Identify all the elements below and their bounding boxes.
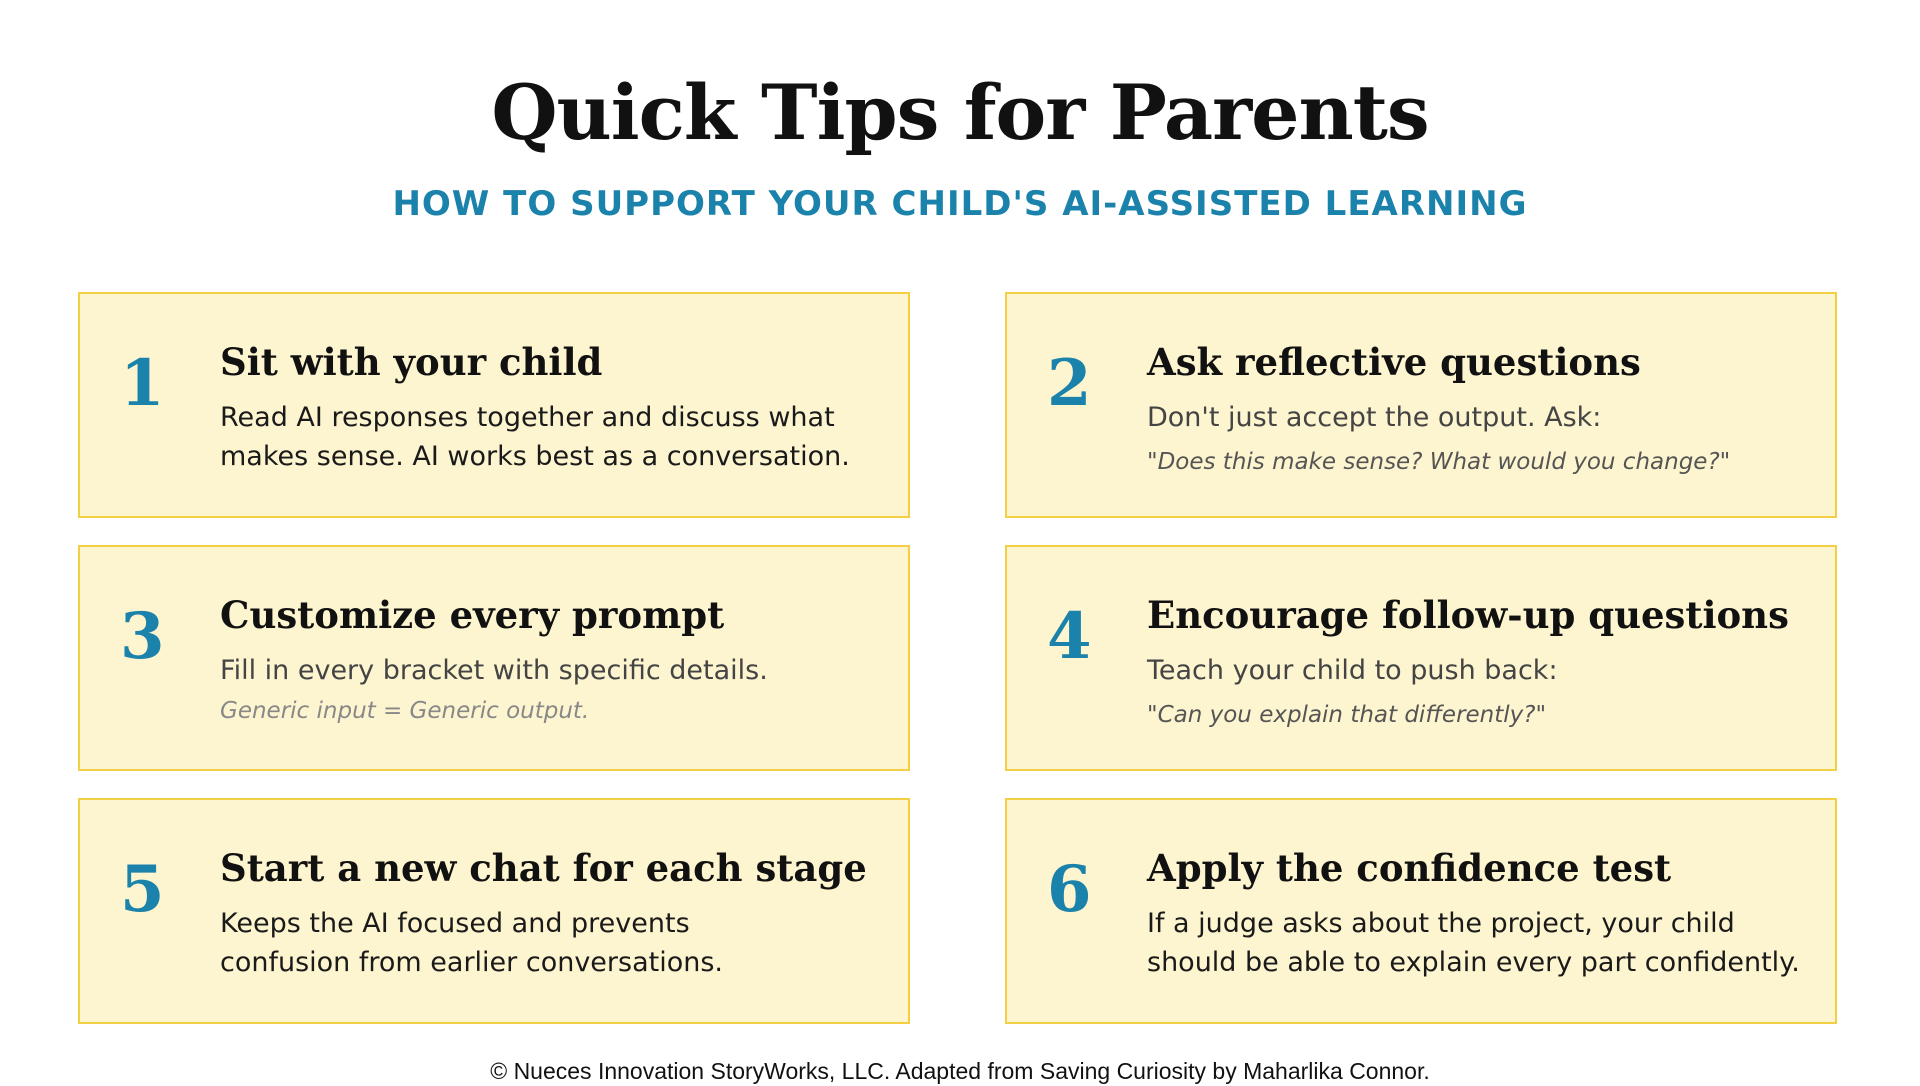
- tip-body: Don't just accept the output. Ask:: [1147, 402, 1602, 433]
- tip-number: 6: [1047, 852, 1092, 927]
- tip-title: Sit with your child: [220, 340, 603, 384]
- tip-number: 1: [120, 346, 165, 421]
- tip-title: Encourage follow-up questions: [1147, 593, 1789, 637]
- tip-body: If a judge asks about the project, your child should be able to explain every part confidently.: [1147, 908, 1800, 978]
- page-title: Quick Tips for Parents: [491, 68, 1429, 157]
- tip-body: Keeps the AI focused and prevents confusion from earlier conversations.: [220, 908, 723, 978]
- tip-body: Teach your child to push back:: [1147, 655, 1558, 686]
- tip-example-quote: "Can you explain that differently?": [1147, 702, 1547, 728]
- tip-card-6: [1005, 798, 1837, 1024]
- tip-card-4: [1005, 545, 1837, 771]
- tip-card-2: [1005, 292, 1837, 518]
- tip-card-3: [78, 545, 910, 771]
- tip-body: Fill in every bracket with specific details.: [220, 655, 768, 686]
- tip-number: 4: [1047, 599, 1092, 674]
- tip-title: Start a new chat for each stage: [220, 846, 867, 890]
- tip-number: 2: [1047, 346, 1092, 421]
- tip-card-5: [78, 798, 910, 1024]
- tip-number: 3: [120, 599, 165, 674]
- copyright-footer: © Nueces Innovation StoryWorks, LLC. Adapted from Saving Curiosity by Maharlika Connor.: [490, 1058, 1430, 1084]
- tip-example-quote: Generic input = Generic output.: [220, 698, 590, 724]
- tip-number: 5: [120, 852, 165, 927]
- tip-example-quote: "Does this make sense? What would you change?": [1147, 449, 1731, 475]
- page-subtitle: HOW TO SUPPORT YOUR CHILD'S AI-ASSISTED LEARNING: [392, 184, 1528, 224]
- tip-body: Read AI responses together and discuss what makes sense. AI works best as a conversation.: [220, 402, 850, 472]
- tip-title: Apply the confidence test: [1147, 846, 1672, 890]
- tip-card-1: [78, 292, 910, 518]
- tip-title: Customize every prompt: [220, 593, 725, 637]
- tip-title: Ask reflective questions: [1147, 340, 1641, 384]
